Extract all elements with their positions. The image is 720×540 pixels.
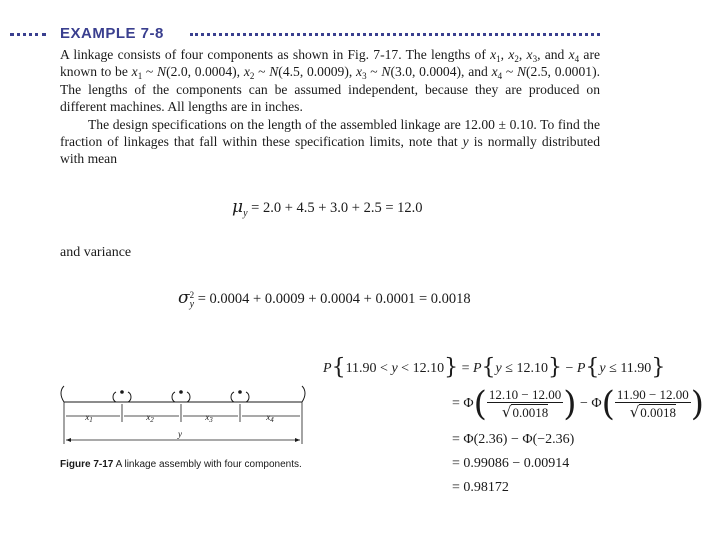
arrowhead-left bbox=[66, 438, 71, 442]
prob-inner-right: < 12.10 bbox=[397, 361, 445, 376]
normal-dist-symbol: N bbox=[516, 64, 527, 80]
and-variance-text: and variance bbox=[60, 245, 132, 260]
brace-open-3: { bbox=[585, 355, 600, 380]
derivation-line-4: = 0.99086 − 0.00914 bbox=[452, 456, 570, 471]
paren-open-1: ( bbox=[473, 384, 487, 424]
fraction-1-numerator: 12.10 − 12.00 bbox=[488, 387, 562, 402]
variable-x: x bbox=[526, 47, 533, 62]
normal-dist-symbol: N bbox=[269, 64, 279, 80]
paragraph-1-text: , bbox=[518, 47, 527, 62]
arrowhead-right bbox=[295, 438, 300, 442]
paragraph-1-text: (2.5, 0.0001). The lengths of the components can be assumed independent, because they are produced on different machines. All lengths are in inches. bbox=[60, 64, 600, 115]
paragraph-1-text: ~ bbox=[142, 64, 158, 80]
variable-subscript: 2 bbox=[514, 54, 519, 64]
fraction-2-numerator: 11.90 − 12.00 bbox=[616, 387, 689, 402]
prob-var-y2: y bbox=[495, 361, 502, 376]
mean-equation bbox=[232, 197, 423, 217]
variable-x: x bbox=[356, 64, 363, 80]
fraction-1 bbox=[487, 388, 563, 420]
header-dotted-rule-left bbox=[10, 33, 46, 36]
paragraph-2-text-a: The design specifications on the length of the assembled linkage are 12.00 ± 0.10. To find the fraction of linkages that fall within these specification limits, note that bbox=[60, 116, 600, 150]
header-dotted-rule-right bbox=[190, 33, 600, 36]
figure-caption-label: Figure 7-17 bbox=[60, 459, 114, 470]
prob-p2-rest: ≤ 12.10 bbox=[501, 361, 548, 376]
paragraph-1-text: ~ bbox=[254, 64, 270, 80]
sqrt-icon: √ bbox=[501, 403, 512, 421]
prob-var-y3: y bbox=[599, 361, 606, 376]
joint-3 bbox=[231, 390, 249, 402]
derivation-line-2 bbox=[452, 384, 705, 424]
variance-equation bbox=[178, 288, 471, 309]
paragraph-2-text-b: is normally distributed with mean bbox=[60, 134, 600, 167]
fraction-1-denominator bbox=[487, 403, 563, 420]
paragraph-1-text: (2.0, 0.0004), bbox=[166, 64, 244, 80]
joint-2 bbox=[172, 390, 190, 402]
brace-open-1: { bbox=[331, 355, 346, 380]
variable-subscript: 1 bbox=[496, 54, 501, 64]
mu-subscript: y bbox=[243, 208, 248, 219]
paragraph-1-text: , bbox=[500, 47, 509, 62]
segment-label-2: $x_2$ bbox=[146, 412, 154, 424]
variable-subscript: 3 bbox=[362, 71, 367, 82]
paren-close-2: ) bbox=[690, 384, 705, 424]
variable-subscript: 2 bbox=[249, 71, 255, 82]
prob-p3-rest: ≤ 11.90 bbox=[605, 361, 652, 376]
normal-dist-symbol: N bbox=[157, 64, 167, 80]
normal-dist-symbol: N bbox=[381, 64, 391, 80]
paren-open-2: ( bbox=[601, 384, 615, 424]
sigma-subscript: y bbox=[189, 298, 195, 310]
right-end-cap bbox=[302, 386, 305, 402]
fraction-2-radicand: 0.0018 bbox=[640, 405, 676, 420]
fraction-2-denominator bbox=[615, 403, 691, 420]
paragraph-1-text: ~ bbox=[366, 64, 382, 80]
paragraph-1-text: are known to be bbox=[60, 47, 601, 80]
paren-close-1: ) bbox=[563, 384, 577, 424]
derivation-line-1 bbox=[323, 357, 665, 379]
paragraph-1 bbox=[60, 46, 600, 116]
paragraph-1-text: ~ bbox=[502, 64, 517, 80]
segment-label-1: $x_1$ bbox=[85, 412, 93, 424]
variable-x: x bbox=[508, 47, 515, 62]
sqrt-icon: √ bbox=[629, 403, 640, 421]
mean-rhs: = 2.0 + 4.5 + 3.0 + 2.5 = 12.0 bbox=[247, 200, 423, 216]
sigma-symbol: σ bbox=[178, 288, 190, 308]
prob-P1: P bbox=[323, 361, 332, 376]
variable-subscript: 1 bbox=[137, 71, 143, 82]
left-end-cap bbox=[61, 386, 64, 402]
example-heading: EXAMPLE 7-8 bbox=[60, 25, 164, 42]
variable-x: x bbox=[568, 47, 575, 62]
brace-open-2: { bbox=[481, 355, 496, 380]
brace-close-1: } bbox=[444, 355, 459, 380]
joint-1 bbox=[113, 390, 131, 402]
figure-caption-text: A linkage assembly with four components. bbox=[113, 459, 302, 470]
prob-eq: = bbox=[458, 361, 473, 376]
paragraph-1-text: A linkage consists of four components as shown in Fig. 7-17. The lengths of bbox=[60, 47, 491, 62]
paragraph-1-text: (4.5, 0.0009), bbox=[278, 64, 357, 80]
variable-subscript: 3 bbox=[532, 54, 538, 64]
brace-close-2: } bbox=[547, 355, 562, 380]
prob-inner-left: 11.90 < bbox=[345, 361, 392, 376]
variable-subscript: 4 bbox=[574, 54, 580, 64]
prob-minus: − bbox=[561, 361, 577, 376]
figure-caption bbox=[60, 459, 305, 471]
variable-x: x bbox=[243, 64, 250, 80]
segment-label-3: $x_3$ bbox=[205, 412, 213, 424]
prob-P2: P bbox=[472, 361, 482, 376]
phi-minus: − Φ bbox=[576, 396, 602, 412]
paragraph-2 bbox=[60, 116, 600, 168]
var-y: y bbox=[462, 134, 469, 150]
segment-label-4: $x_4$ bbox=[266, 412, 274, 424]
total-length-label: y bbox=[178, 429, 182, 439]
example-body bbox=[60, 46, 600, 168]
fraction-2 bbox=[615, 388, 691, 420]
variable-x: x bbox=[131, 64, 138, 80]
phi-eq: = Φ bbox=[452, 396, 474, 412]
derivation-line-5: = 0.98172 bbox=[452, 480, 509, 495]
variable-x: x bbox=[491, 64, 498, 80]
fraction-1-radicand: 0.0018 bbox=[512, 405, 549, 420]
brace-close-3: } bbox=[651, 355, 666, 380]
paragraph-1-text: (3.0, 0.0004), and bbox=[390, 64, 492, 80]
variable-subscript: 4 bbox=[497, 71, 503, 82]
derivation-line-3: = Φ(2.36) − Φ(−2.36) bbox=[452, 432, 575, 447]
variable-x: x bbox=[490, 47, 497, 62]
sigma-superscript: 2 bbox=[189, 289, 195, 300]
paragraph-1-text: , and bbox=[537, 47, 569, 62]
mu-symbol: μ bbox=[232, 197, 244, 217]
prob-var-y1: y bbox=[391, 361, 398, 376]
linkage-figure bbox=[58, 380, 308, 450]
variance-rhs: = 0.0004 + 0.0009 + 0.0004 + 0.0001 = 0.0018 bbox=[194, 291, 471, 307]
prob-P3: P bbox=[576, 361, 586, 376]
